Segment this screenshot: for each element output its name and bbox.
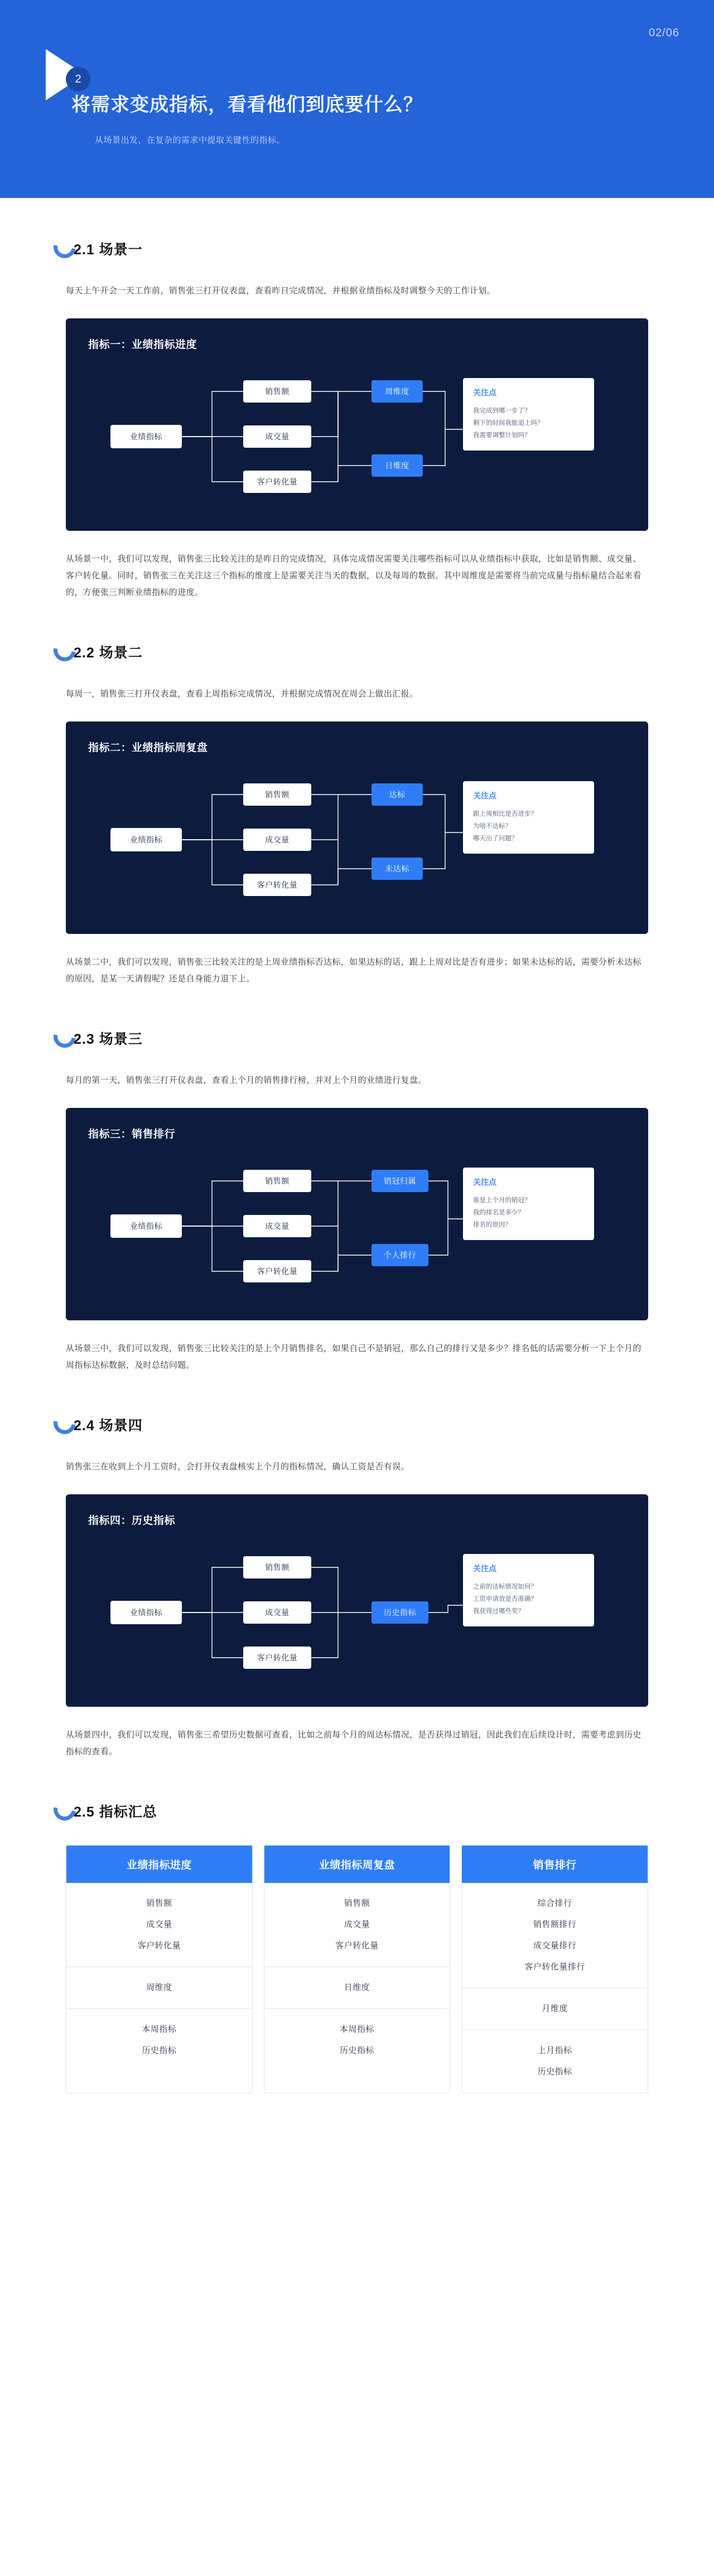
focus-item-2-0: 跟上周相比是否进步？ [473, 811, 537, 817]
section-intro-3: 每月的第一天，销售张三打开仪表盘，查看上个月的销售排行榜，并对上个月的业绩进行复盘。 [66, 1076, 427, 1085]
node-metric-2-2: 客户转化量 [243, 874, 311, 896]
node-root-1: 业绩指标 [110, 425, 182, 448]
diagram-2 [88, 771, 626, 911]
summary-cell: 历史指标 [537, 2067, 572, 2076]
node-root-3: 业绩指标 [110, 1214, 182, 1238]
summary-group [66, 2009, 252, 2071]
summary-group [264, 1883, 450, 1967]
diagram-title-3: 指标三：销售排行 [88, 1129, 176, 1140]
summary-cell: 销售额 [146, 1899, 172, 1908]
summary-group [264, 1967, 450, 2009]
focus-box-4 [463, 1554, 594, 1626]
focus-item-4-2: 我获得过哪些奖？ [473, 1608, 524, 1615]
summary-group [462, 1988, 648, 2030]
section-heading-3 [66, 1028, 648, 1051]
section-intro-4: 销售张三在收到上个月工资时，会打开仪表盘核实上个月的指标情况，确认工资是否有误。 [66, 1462, 410, 1471]
focus-item-4-0: 之前的达标情况如何？ [473, 1584, 537, 1590]
focus-item-3-1: 我的排名是多少？ [473, 1209, 524, 1216]
diagram-title-2: 指标二：业绩指标周复盘 [88, 742, 208, 754]
diagram-title-4: 指标四：历史指标 [88, 1515, 176, 1527]
node-dim-4-0: 历史指标 [372, 1601, 428, 1624]
focus-box-1 [463, 378, 594, 451]
focus-title-3: 关注点 [473, 1178, 496, 1187]
summary-cell: 上月指标 [537, 2046, 572, 2055]
summary-table [66, 1845, 648, 2093]
summary-cell: 综合排行 [537, 1899, 572, 1908]
summary-cell: 成交量 [146, 1920, 172, 1929]
summary-cell: 月维度 [542, 2004, 568, 2013]
summary-column-1 [66, 1845, 253, 2093]
diagram-card-3 [66, 1108, 648, 1320]
node-dim-1-1: 日维度 [372, 454, 423, 477]
section-heading-5 [66, 1800, 648, 1824]
section-intro-2: 每周一，销售张三打开仪表盘，查看上周指标完成情况，并根据完成情况在周会上做出汇报。 [66, 689, 418, 699]
node-dim-2-1: 未达标 [372, 858, 423, 880]
focus-box-3 [463, 1168, 594, 1240]
section-title-3: 2.3 场景三 [74, 1032, 143, 1047]
diagram-card-1 [66, 318, 648, 531]
page-header [0, 0, 714, 198]
focus-title-1: 关注点 [473, 388, 496, 397]
summary-column-3 [461, 1845, 648, 2093]
node-metric-4-0: 销售额 [243, 1556, 311, 1578]
summary-cell: 销售额 [344, 1899, 370, 1908]
diagram-card-4 [66, 1494, 648, 1707]
focus-item-4-1: 工资申请放是否准确？ [473, 1596, 537, 1602]
summary-group [462, 1883, 648, 1988]
summary-cell: 客户转化量 [137, 1941, 181, 1950]
node-metric-4-1: 成交量 [243, 1601, 311, 1624]
node-dim-3-1: 个人排行 [372, 1244, 428, 1266]
summary-cell: 历史指标 [340, 2046, 375, 2055]
summary-cell: 成交量 [344, 1920, 370, 1929]
node-dim-2-0: 达标 [372, 783, 423, 806]
summary-group [264, 2009, 450, 2071]
node-metric-2-0: 销售额 [243, 783, 311, 806]
section-summary-1: 从场景一中，我们可以发现，销售张三比较关注的是昨日的完成情况，具体完成情况需要关注哪些指标可以从业绩指标中获取，比如是销售额、成交量、客户转化量。同时，销售张三在关注这三个指标的维度上是需要关注当天的数据，以及每周的数据。其中周维度是需要将当前完成量与指标量结合起来看的，方便张三判断业绩指标的进度。 [66, 554, 641, 597]
summary-cell: 日维度 [344, 1983, 370, 1992]
diagram-1 [88, 368, 626, 507]
summary-group [462, 2030, 648, 2093]
content-area [0, 238, 714, 2093]
focus-item-1-2: 我需要调整计划吗？ [473, 432, 531, 439]
summary-group [66, 1883, 252, 1967]
node-metric-3-0: 销售额 [243, 1170, 311, 1192]
summary-cell: 成交量排行 [533, 1941, 577, 1950]
focus-item-3-0: 谁是上个月的销冠？ [473, 1197, 531, 1204]
focus-item-2-2: 哪天出了问题？ [473, 835, 518, 842]
node-metric-3-1: 成交量 [243, 1215, 311, 1237]
summary-cell: 周维度 [146, 1983, 172, 1992]
summary-column-header-1: 业绩指标进度 [66, 1846, 252, 1883]
page-title: 将需求变成指标，看看他们到底要什么？ [71, 94, 423, 115]
node-dim-1-0: 周维度 [372, 380, 423, 403]
page-number: 02/06 [648, 27, 679, 39]
focus-title-2: 关注点 [473, 791, 496, 800]
page-subtitle: 从场景出发，在复杂的需求中提取关键性的指标。 [95, 135, 286, 145]
summary-column-header-2: 业绩指标周复盘 [264, 1846, 450, 1883]
node-metric-1-0: 销售额 [243, 380, 311, 403]
summary-cell: 历史指标 [142, 2046, 177, 2055]
diagram-3 [88, 1158, 626, 1297]
section-intro-1: 每天上午开会一天工作前，销售张三打开仪表盘，查看昨日完成情况，并根据业绩指标及时调整今天的工作计划。 [66, 286, 496, 296]
section-title-5: 2.5 指标汇总 [74, 1804, 157, 1820]
diagram-card-2 [66, 722, 648, 934]
focus-item-1-0: 我完成到哪一步了？ [473, 408, 531, 414]
section-heading-4 [66, 1414, 648, 1437]
section-summary-4: 从场景四中，我们可以发现，销售张三希望历史数据可查看，比如之前每个月的周达标情况，是否获得过销冠，因此我们在后续设计时，需要考虑到历史指标的查看。 [66, 1730, 641, 1756]
section-title-2: 2.2 场景二 [74, 645, 143, 661]
section-heading-1 [66, 238, 648, 262]
focus-item-1-1: 剩下的时间我能追上吗？ [473, 420, 544, 427]
focus-title-4: 关注点 [473, 1564, 496, 1573]
section-heading-2 [66, 641, 648, 665]
summary-cell: 销售额排行 [533, 1920, 577, 1929]
node-metric-2-1: 成交量 [243, 829, 311, 851]
focus-item-2-1: 为啥不达标？ [473, 823, 512, 830]
section-title-4: 2.4 场景四 [74, 1418, 143, 1434]
node-metric-4-2: 客户转化量 [243, 1647, 311, 1669]
summary-cell: 客户转化量 [335, 1941, 379, 1950]
summary-cell: 本周指标 [142, 2025, 177, 2034]
node-dim-3-0: 销冠归属 [372, 1170, 428, 1192]
node-metric-3-2: 客户转化量 [243, 1260, 311, 1282]
node-root-2: 业绩指标 [110, 828, 182, 851]
node-metric-1-2: 客户转化量 [243, 471, 311, 493]
section-summary-3: 从场景三中，我们可以发现，销售张三比较关注的是上个月销售排名，如果自己不是销冠，那么自己的排行又是多少？排名低的话需要分析一下上个月的周指标达标数据，及时总结问题。 [66, 1344, 641, 1370]
diagram-4 [88, 1544, 626, 1683]
chapter-number-badge: 2 [66, 67, 90, 91]
summary-column-2 [264, 1845, 451, 2093]
node-root-4: 业绩指标 [110, 1601, 182, 1624]
focus-item-3-2: 排名的原因？ [473, 1222, 512, 1228]
summary-column-header-3: 销售排行 [462, 1846, 648, 1883]
diagram-title-1: 指标一：业绩指标进度 [88, 339, 197, 351]
focus-box-2 [463, 781, 594, 854]
summary-cell: 客户转化量排行 [524, 1962, 585, 1972]
summary-cell: 本周指标 [340, 2025, 375, 2034]
node-metric-1-1: 成交量 [243, 425, 311, 448]
section-title-1: 2.1 场景一 [74, 242, 143, 258]
section-summary-2: 从场景二中，我们可以发现，销售张三比较关注的是上周业绩指标否达标，如果达标的话，跟上上周对比是否有进步；如果未达标的话，需要分析未达标的原因，是某一天请假呢？还是自身能力退下上。 [66, 957, 641, 984]
summary-group [66, 1967, 252, 2009]
